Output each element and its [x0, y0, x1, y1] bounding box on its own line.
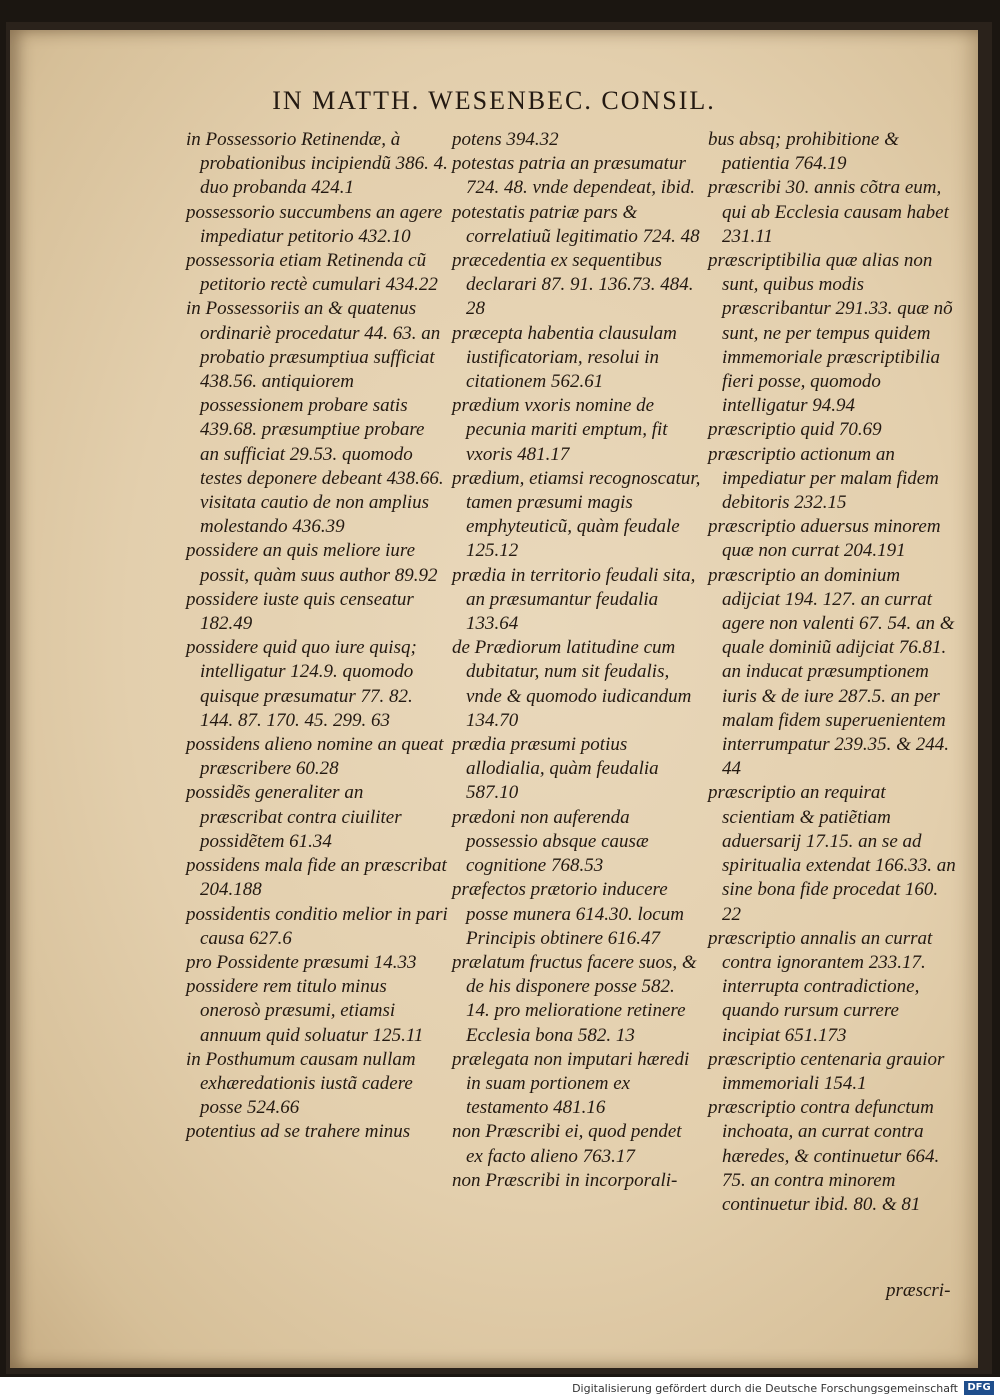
index-entry: possidentis conditio melior in pari causa 627.6 [186, 903, 448, 949]
index-entry: pro Possidente præsumi 14.33 [186, 951, 417, 973]
index-entry: præscribi 30. annis cõtra eum, qui ab Ecclesia causam habet 231.11 [708, 177, 949, 247]
index-entry: possessorio succumbens an agere impediatur petitorio 432.10 [186, 201, 443, 247]
index-entry: possidere quid quo iure quisq; intelligatur 124.9. quomodo quisque præsumatur 77. 82. 144. 87. 170. 45. 299. 63 [186, 637, 417, 731]
index-entry: potestatis patriæ pars & correlatiuũ legitimatio 724. 48 [452, 201, 700, 247]
index-entry: in Posthumum causam nullam exhæredationis iustã cadere posse 524.66 [186, 1048, 416, 1119]
index-entry: præscriptio an requirat scientiam & patiẽtiam aduersarij 17.15. an se ad spiritualia extendat 166.33. an sine bona fide procedat 160. 22 [708, 782, 956, 925]
index-entry: prædia præsumi potius allodialia, quàm feudalia 587.10 [452, 734, 659, 804]
index-entry: possessoria etiam Retinenda cũ petitorio rectè cumulari 434.22 [186, 250, 438, 296]
index-entry: non Præscribi ei, quod pendet ex facto alieno 763.17 [452, 1121, 682, 1167]
index-entry: præscriptio quid 70.69 [708, 419, 882, 441]
index-entry: præscriptio annalis an currat contra ignorantem 233.17. interrupta contradictione, quando rursum currere incipiat 651.173 [708, 927, 933, 1046]
catchword: præscri- [886, 1280, 951, 1301]
index-entry: prædium vxoris nomine de pecunia mariti emptum, fit vxoris 481.17 [452, 395, 668, 465]
index-entry: prædium, etiamsi recognoscatur, tamen præsumi magis emphyteuticũ, quàm feudale 125.12 [452, 467, 701, 562]
digitization-footer [0, 1377, 1000, 1399]
footer-credit-text: Digitalisierung gefördert durch die Deutsche Forschungsgemeinschaft [572, 1382, 958, 1395]
index-entry: præscriptio aduersus minorem quæ non currat 204.191 [708, 516, 941, 562]
index-entry: præfectos prætorio inducere posse munera 614.30. locum Principis obtinere 616.47 [452, 879, 684, 949]
index-entry: non Præscribi in incorporali- [452, 1169, 678, 1191]
index-entry: bus absq; prohibitione & patientia 764.19 [708, 129, 899, 175]
index-entry: de Prædiorum latitudine cum dubitatur, num sit feudalis, vnde & quomodo iudicandum 134.70 [452, 637, 692, 731]
index-entry: præscriptio centenaria grauior immemoriali 154.1 [708, 1048, 945, 1094]
index-entry: potentius ad se trahere minus [186, 1121, 411, 1143]
index-entry: possidẽs generaliter an præscribat contra ciuiliter possidẽtem 61.34 [186, 782, 402, 852]
index-entry: possidere iuste quis censeatur 182.49 [186, 588, 414, 635]
index-entry: potens 394.32 [452, 129, 559, 150]
index-entry: præscriptio actionum an impediatur per malam fidem debitoris 232.15 [708, 443, 939, 514]
index-entry: præscriptibilia quæ alias non sunt, quibus modis præscribantur 291.33. quæ nõ sunt, ne per tempus quidem immemoriale præscriptibilia fieri posse, quomodo intelligatur 94.94 [708, 250, 953, 417]
index-entry: prælatum fructus facere suos, & de his disponere posse 582. 14. pro melioratione retinere Ecclesia bona 582. 13 [452, 951, 697, 1046]
index-entry: possidens mala fide an præscribat 204.188 [186, 855, 447, 901]
index-entry: præcedentia ex sequentibus declarari 87. 91. 136.73. 484. 28 [452, 250, 694, 320]
index-entry: possidens alieno nomine an queat præscribere 60.28 [186, 734, 444, 780]
index-entry: in Possessoriis an & quatenus ordinariè procedatur 44. 63. an probatio præsumptiua sufficiat 438.56. antiquiorem possessionem probare satis 439.68. præsumptiue probare an sufficiat 29.53. quomodo testes deponere debeant 438.66. visitata cautio de non amplius molestando 436.39 [186, 298, 444, 538]
index-entry: prædia in territorio feudali sita, an præsumantur feudalia 133.64 [452, 564, 696, 635]
index-entry: præcepta habentia clausulam iustificatoriam, resolui in citationem 562.61 [452, 322, 677, 393]
index-entry: prælegata non imputari hæredi in suam portionem ex testamento 481.16 [452, 1048, 690, 1119]
index-entry: in Possessorio Retinendæ, à probationibus incipiendũ 386. 4. duo probanda 424.1 [186, 129, 448, 199]
index-entry: possidere rem titulo minus onerosò præsumi, etiamsi annuum quid soluatur 125.11 [186, 976, 424, 1046]
index-column-middle [452, 128, 702, 1193]
index-entry: possidere an quis meliore iure possit, quàm suus author 89.92 [186, 540, 438, 586]
index-entry: præscriptio contra defunctum inchoata, an currat contra hæredes, & continuetur 664. 75. an contra minorem continuetur ibid. 80. & 81 [708, 1097, 940, 1215]
index-entry: potestas patria an præsumatur 724. 48. vnde dependeat, ibid. [452, 153, 696, 199]
running-header: IN MATTH. WESENBEC. CONSIL. [272, 86, 716, 115]
index-column-left [186, 128, 448, 1145]
dfg-logo-icon: DFG [964, 1381, 994, 1395]
book-page [10, 30, 978, 1368]
index-entry: prædoni non auferenda possessio absque causæ cognitione 768.53 [452, 806, 649, 877]
index-entry: præscriptio an dominium adijciat 194. 127. an currat agere non valenti 67. 54. an & quale dominiũ adijciat 76.81. an inducat præsumptionem iuris & de iure 287.5. an per malam fidem superuenientem interrumpatur 239.35. & 244. 44 [708, 564, 955, 780]
index-column-right [708, 128, 958, 1217]
